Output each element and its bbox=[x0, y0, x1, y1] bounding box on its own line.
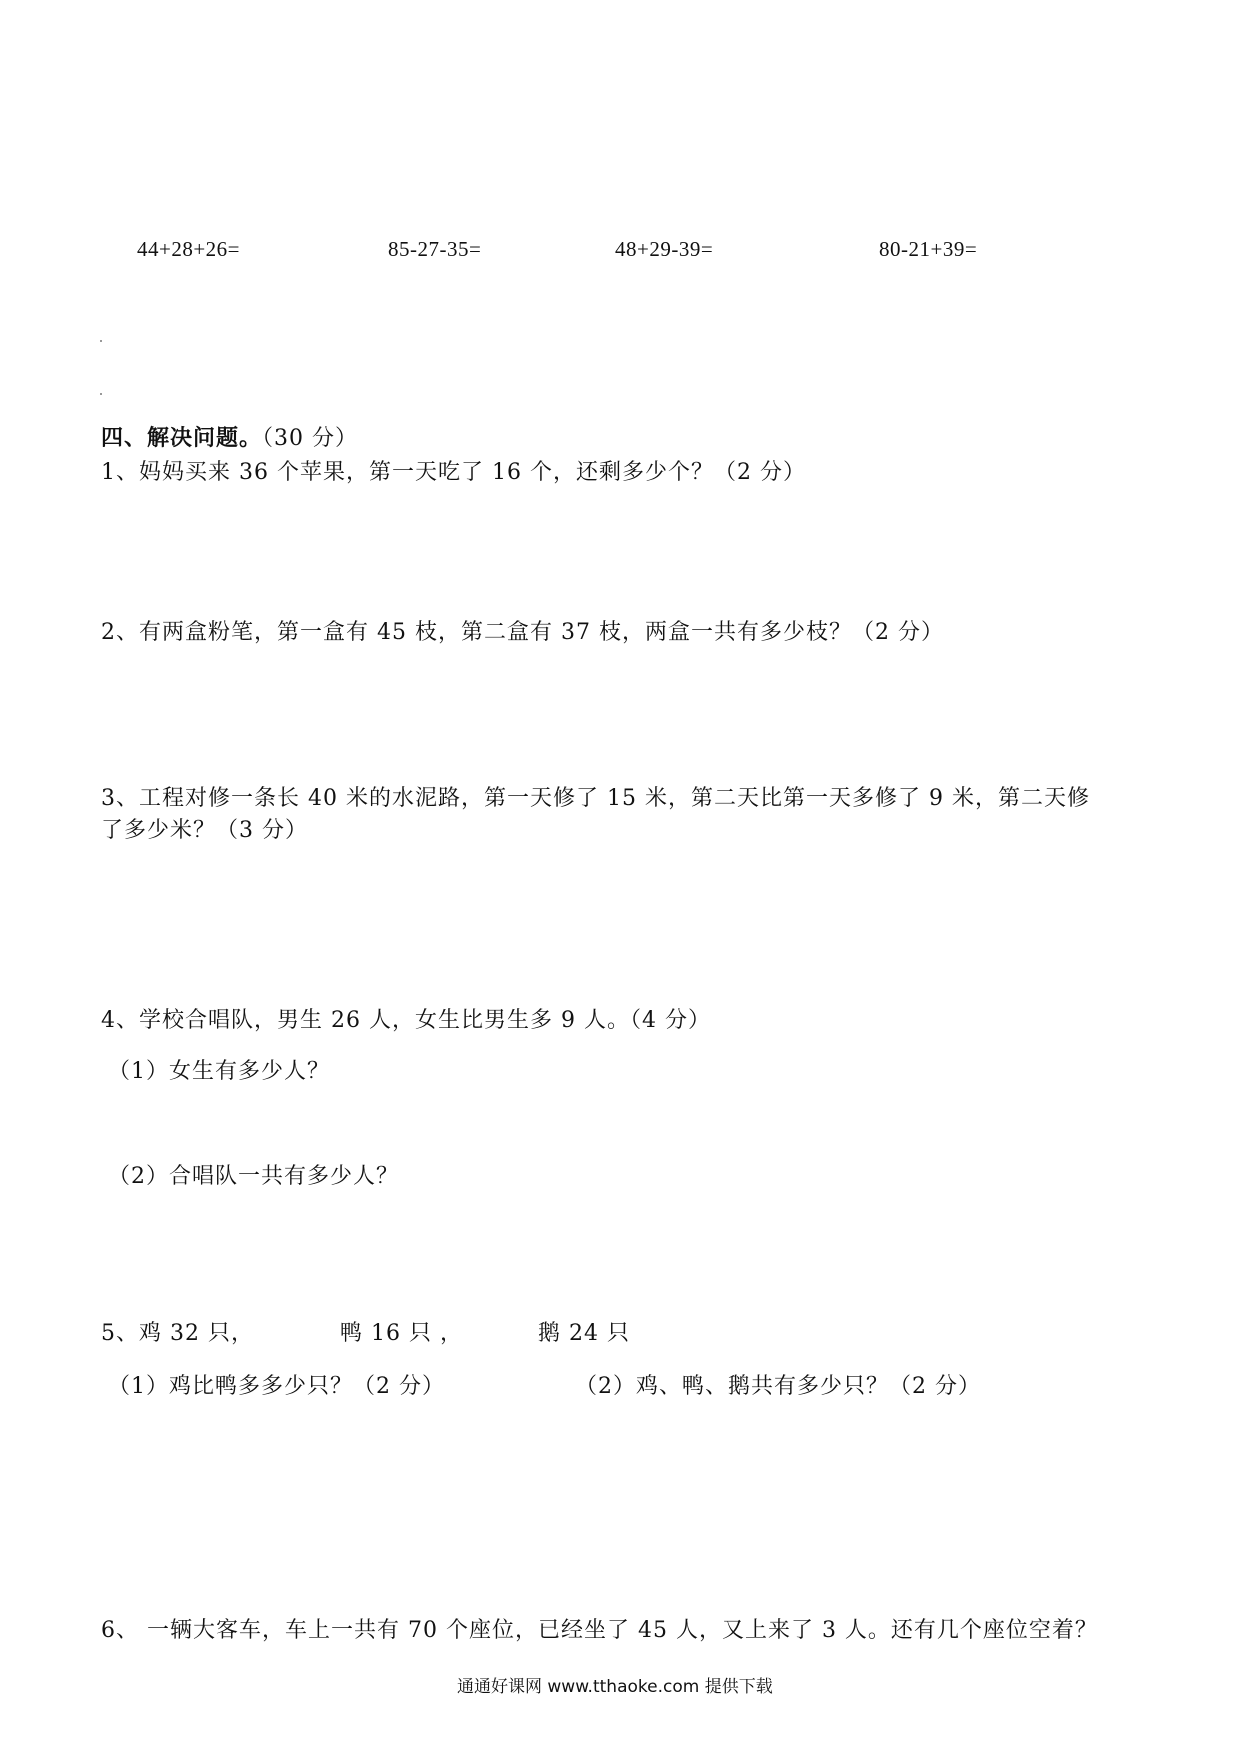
expression-2: 85-27-35= bbox=[388, 237, 482, 261]
footer-credit: 通通好课网 www.tthaoke.com 提供下载 bbox=[457, 1677, 773, 1697]
expression-1: 44+28+26= bbox=[137, 237, 241, 261]
problem-2: 2、有两盒粉笔，第一盒有 45 枝，第二盒有 37 枝，两盒一共有多少枝？（2 分） bbox=[101, 620, 944, 645]
problem-4-question-2: （2）合唱队一共有多少人？ bbox=[108, 1164, 399, 1189]
problem-5-duck: 鸭 16 只 ， bbox=[340, 1321, 463, 1346]
problem-3-line-1: 3、工程对修一条长 40 米的水泥路，第一天修了 15 米，第二天比第一天多修了 9 米，第二天修 bbox=[101, 786, 1090, 811]
problem-5-question-2: （2）鸡、鸭、鹅共有多少只？（2 分） bbox=[575, 1374, 981, 1399]
problem-4: 4、学校合唱队，男生 26 人，女生比男生多 9 人。（4 分） bbox=[101, 1008, 711, 1033]
expression-4: 80-21+39= bbox=[879, 237, 978, 261]
problem-4-question-1: （1）女生有多少人？ bbox=[108, 1059, 330, 1084]
problem-6: 6、 一辆大客车，车上一共有 70 个座位，已经坐了 45 人，又上来了 3 人。还有几个座位空着？ bbox=[101, 1618, 1098, 1643]
scan-speck bbox=[100, 340, 102, 342]
section-heading bbox=[101, 423, 358, 454]
problem-5-question-1: （1）鸡比鸭多多少只？（2 分） bbox=[108, 1374, 445, 1399]
problem-5-goose: 鹅 24 只 bbox=[538, 1321, 630, 1346]
section-title: 四、解决问题。 bbox=[101, 425, 263, 451]
expression-3: 48+29-39= bbox=[615, 237, 714, 261]
problem-1: 1、妈妈买来 36 个苹果，第一天吃了 16 个，还剩多少个？（2 分） bbox=[101, 460, 806, 485]
problem-3-line-2: 了多少米？（3 分） bbox=[101, 818, 308, 843]
scan-speck bbox=[100, 393, 102, 395]
section-points: （30 分） bbox=[262, 426, 359, 451]
problem-5-chicken: 5、鸡 32 只， bbox=[101, 1321, 254, 1346]
